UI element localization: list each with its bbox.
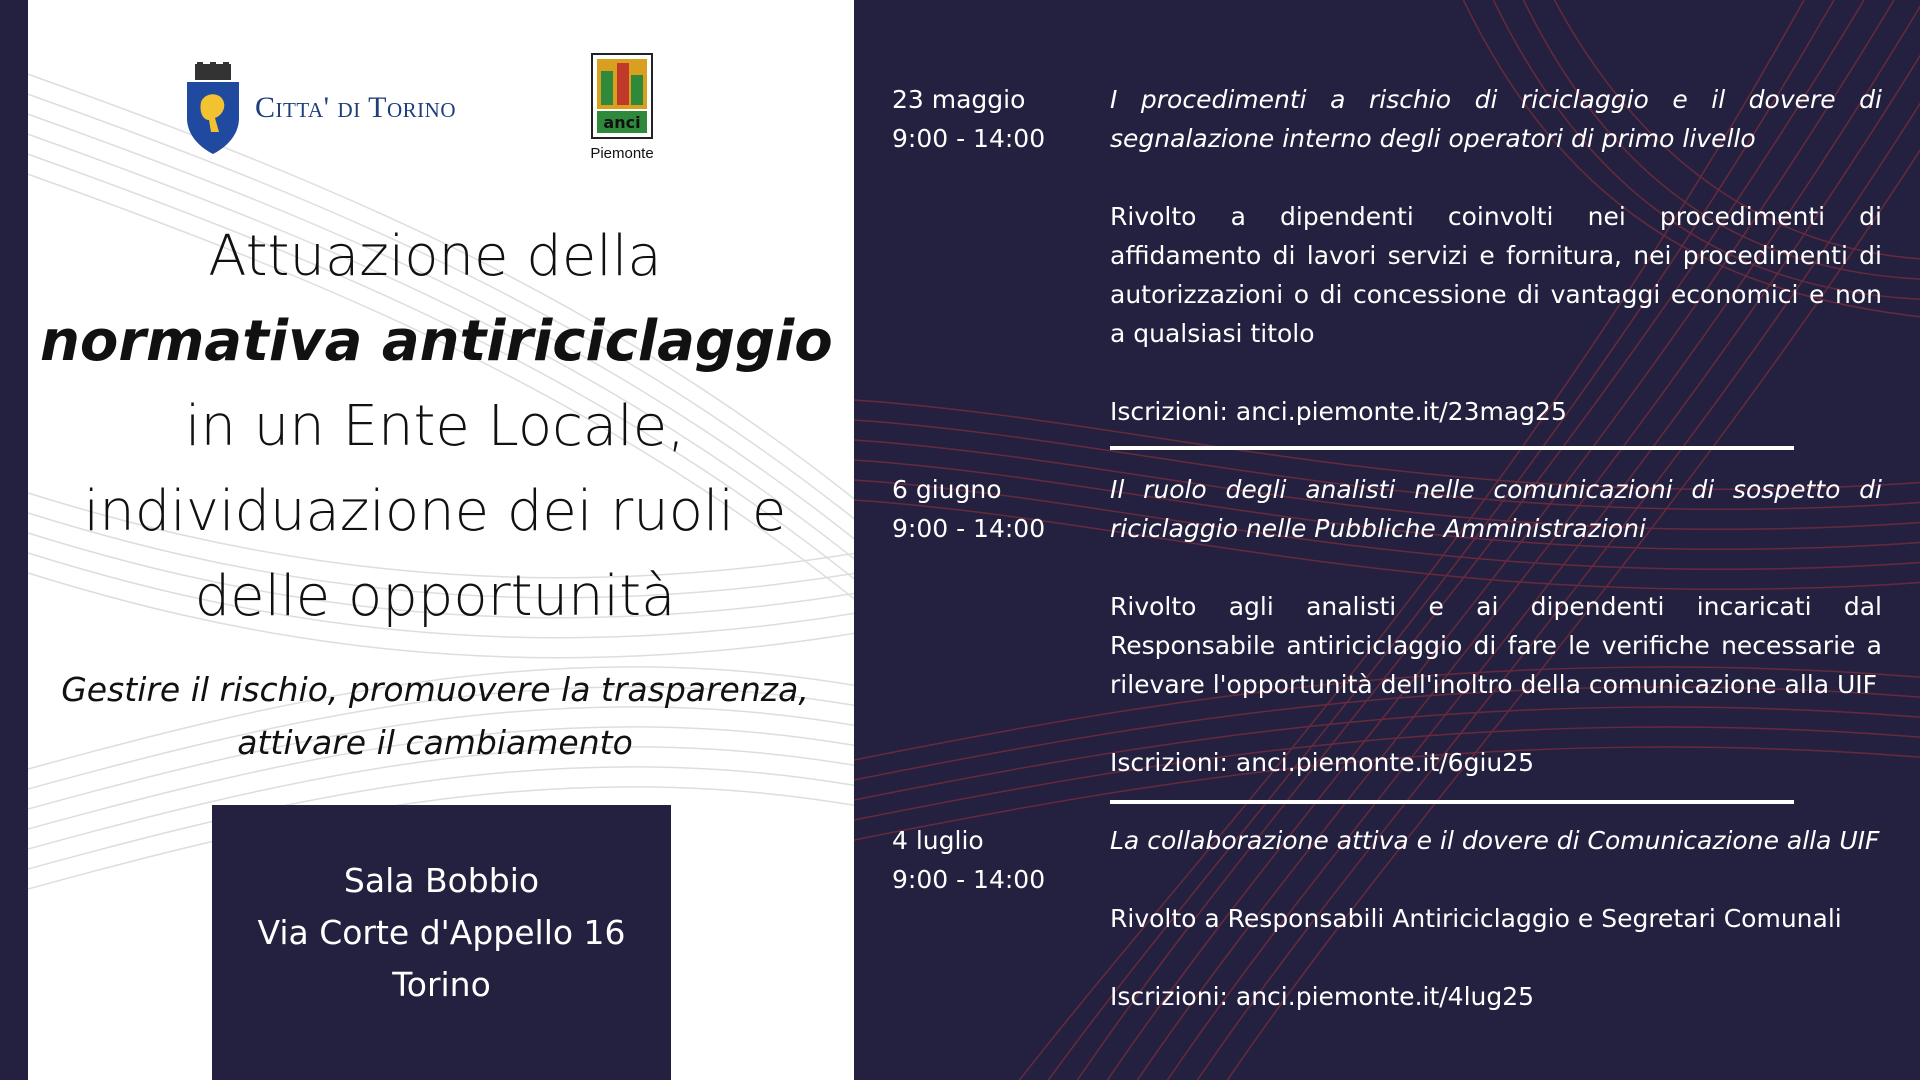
event-audience: Rivolto a Responsabili Antiriciclaggio e Segretari Comunali [1110,904,1842,933]
page-title [40,214,833,639]
event-date [892,80,1092,158]
subtitle-line: attivare il cambiamento [237,723,633,762]
event-topic: Il ruolo degli analisti nelle comunicazioni di sospetto di riciclaggio nelle Pubbliche Amministrazioni [1110,475,1882,543]
venue-city: Torino [392,965,491,1004]
title-line: individuazione dei ruoli e [83,479,787,544]
event-divider [1110,800,1794,804]
event-topic: La collaborazione attiva e il dovere di Comunicazione alla UIF [1110,826,1880,855]
event-registration-link[interactable]: Iscrizioni: anci.piemonte.it/6giu25 [1110,748,1535,777]
citta-di-torino-logo [183,60,513,156]
title-line: delle opportunità [194,564,676,629]
venue-name: Sala Bobbio [343,861,540,900]
event-date-day: 4 luglio [892,826,984,855]
title-line: Attuazione della [208,224,662,289]
left-edge-strip [0,0,28,1080]
event-topic: I procedimenti a rischio di riciclaggio e il dovere di segnalazione interno degli operatori di primo livello [1110,85,1882,153]
event-registration-link[interactable]: Iscrizioni: anci.piemonte.it/4lug25 [1110,982,1535,1011]
event-audience: Rivolto agli analisti e ai dipendenti incaricati dal Responsabile antiriciclaggio di fare le verifiche necessarie a rilevare l'opportunità dell'inoltro della comunicazione alla UIF [1110,592,1882,699]
title-line-emphasis: normativa antiriciclaggio [40,309,833,374]
svg-text:anci: anci [603,113,641,132]
event-divider [1110,446,1794,450]
anci-logo-icon [591,53,653,139]
page-subtitle [40,663,830,769]
title-line: in un Ente Locale, [184,394,686,459]
event-body [1110,821,1882,1016]
event-date [892,821,1092,899]
venue-address: Via Corte d'Appello 16 [257,913,626,952]
subtitle-line: Gestire il rischio, promuovere la trasparenza, [61,670,809,709]
event-registration-link[interactable]: Iscrizioni: anci.piemonte.it/23mag25 [1110,397,1567,426]
event-date-day: 6 giugno [892,475,1002,504]
event-time: 9:00 - 14:00 [892,514,1046,543]
event-date [892,470,1092,548]
anci-logo-caption: Piemonte [590,145,654,162]
event-time: 9:00 - 14:00 [892,124,1046,153]
venue-box [212,805,671,1080]
event-audience: Rivolto a dipendenti coinvolti nei procedimenti di affidamento di lavori servizi e fornitura, nei procedimenti di autorizzazioni o di concessione di vantaggi economici e non a qualsiasi titolo [1110,202,1882,348]
event-date-day: 23 maggio [892,85,1026,114]
event-body [1110,470,1882,782]
event-time: 9:00 - 14:00 [892,865,1046,894]
anci-piemonte-logo [583,53,661,163]
torino-coat-of-arms-icon [183,62,243,154]
torino-logo-text: Citta' di Torino [255,91,456,124]
event-body [1110,80,1882,431]
right-panel [854,0,1920,1080]
